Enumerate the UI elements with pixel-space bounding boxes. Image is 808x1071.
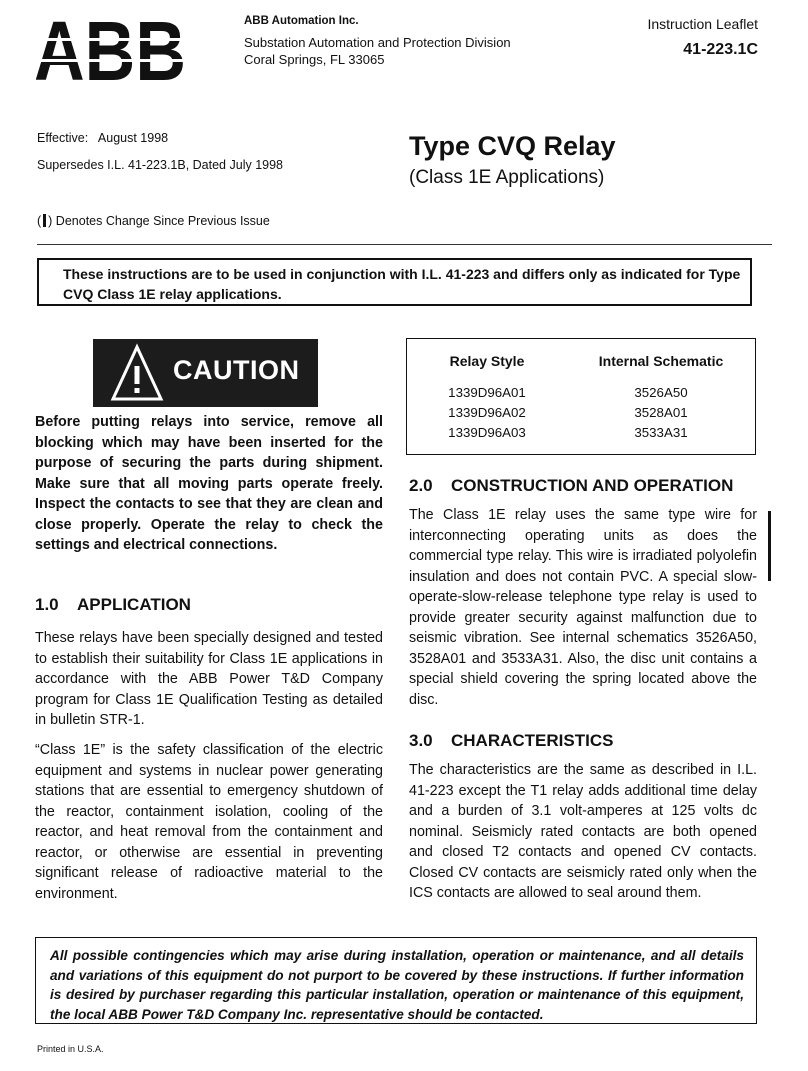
- application-paragraph-2: “Class 1E” is the safety classification of the electric equipment and systems in nuclear power generating stations that are essential to emergency shutdown of the reactor, containment isolation, cooling of the reactor, and heat removal from the containment and reactor, or otherwise are essential in preventing significant release of radioactive material to the environment.: [35, 742, 383, 902]
- leaflet-number: 41-223.1C: [683, 41, 758, 58]
- caution-banner: [93, 339, 318, 407]
- section-title: CONSTRUCTION AND OPERATION: [451, 476, 734, 495]
- section-heading-application: [35, 595, 191, 615]
- schematic-cell: 3533A31: [634, 424, 688, 440]
- document-subtitle: (Class 1E Applications): [409, 167, 605, 188]
- table-row: [407, 422, 755, 442]
- company-city: Coral Springs, FL 33065: [244, 52, 385, 67]
- section-number: 1.0: [35, 595, 59, 614]
- change-note-open: (: [37, 214, 42, 228]
- schematic-cell: 3528A01: [634, 404, 688, 420]
- header-divider: [37, 244, 772, 245]
- construction-paragraph: The Class 1E relay uses the same type wire for interconnecting operating units as does the commercial type relay. This wire is irradiated polyolefin insulation and does not contain PVC. A special slow-operate-slow-release telephone type relay is used to provide greater security against malfunction due to seismic vibration. See internal schematics 3526A50, 3528A01 and 3533A31. Also, the disc unit contains a special shield covering the spring located above the disc.: [409, 507, 757, 708]
- section-number: 3.0: [409, 731, 433, 750]
- table-row: [407, 382, 755, 402]
- application-paragraph-1: These relays have been specially designed and tested to establish their suitability for Class 1E applications in accordance with the ABB Power T&D Company program for Class 1E Qualification Testing as detailed in bulletin STR-1.: [35, 630, 383, 728]
- supersedes-note: Supersedes I.L. 41-223.1B, Dated July 1998: [37, 158, 283, 172]
- caution-text: Before putting relays into service, remove all blocking which may have been inserted for the purpose of securing the parts during shipment. Make sure that all moving parts operate freely. Inspect the contacts to see that they are clean and close properly. Operate the relay to check the settings and electrical connections.: [35, 414, 383, 553]
- company-name: ABB Automation Inc.: [244, 15, 359, 27]
- disclaimer-box: All possible contingencies which may arise during installation, operation or maintenance, and all details and variations of this equipment do not purport to be covered by these instructions. If further information is desired by purchaser regarding this particular installation, operation or maintenance of this equipment, the local ABB Power T&D Company Inc. representative should be contacted.: [35, 937, 757, 1024]
- relay-style-cell: 1339D96A03: [448, 424, 526, 440]
- leaflet-label: Instruction Leaflet: [647, 16, 758, 32]
- caution-label: CAUTION: [173, 355, 300, 385]
- effective-date: Effective: August 1998: [37, 131, 169, 145]
- schematic-cell: 3526A50: [634, 384, 688, 400]
- characteristics-paragraph: The characteristics are the same as described in I.L. 41-223 except the T1 relay adds additional time delay and a burden of 3.1 volt-amperes at 125 volts dc nominal. Seismicly rated contacts are both opened and closed T2 contacts and opened CV contacts. Closed CV contacts are seismicly rated only when the ICS contacts are allowed to seal around them.: [409, 762, 757, 901]
- notice-box: These instructions are to be used in conjunction with I.L. 41-223 and differs only as indicated for Type CVQ Class 1E relay applications.: [37, 258, 752, 306]
- section-title: CHARACTERISTICS: [451, 731, 614, 750]
- change-note-text: ) Denotes Change Since Previous Issue: [48, 214, 270, 228]
- division-name: Substation Automation and Protection Division: [244, 35, 511, 50]
- change-note: [37, 214, 270, 228]
- change-bar: [768, 511, 771, 581]
- warning-triangle-icon: [111, 344, 163, 402]
- change-bar-icon: [43, 214, 46, 227]
- table-header: Internal Schematic: [598, 353, 724, 369]
- section-heading-characteristics: [409, 731, 613, 751]
- relay-style-table: [406, 338, 756, 455]
- table-header: Relay Style: [449, 353, 525, 369]
- printed-note: Printed in U.S.A.: [37, 1044, 104, 1054]
- relay-style-cell: 1339D96A02: [448, 404, 526, 420]
- document-title: Type CVQ Relay: [409, 131, 616, 161]
- table-row: [407, 402, 755, 422]
- abb-logo: [36, 18, 186, 82]
- section-heading-construction: [409, 476, 733, 496]
- section-title: APPLICATION: [77, 595, 191, 614]
- section-number: 2.0: [409, 476, 433, 495]
- relay-style-cell: 1339D96A01: [448, 384, 526, 400]
